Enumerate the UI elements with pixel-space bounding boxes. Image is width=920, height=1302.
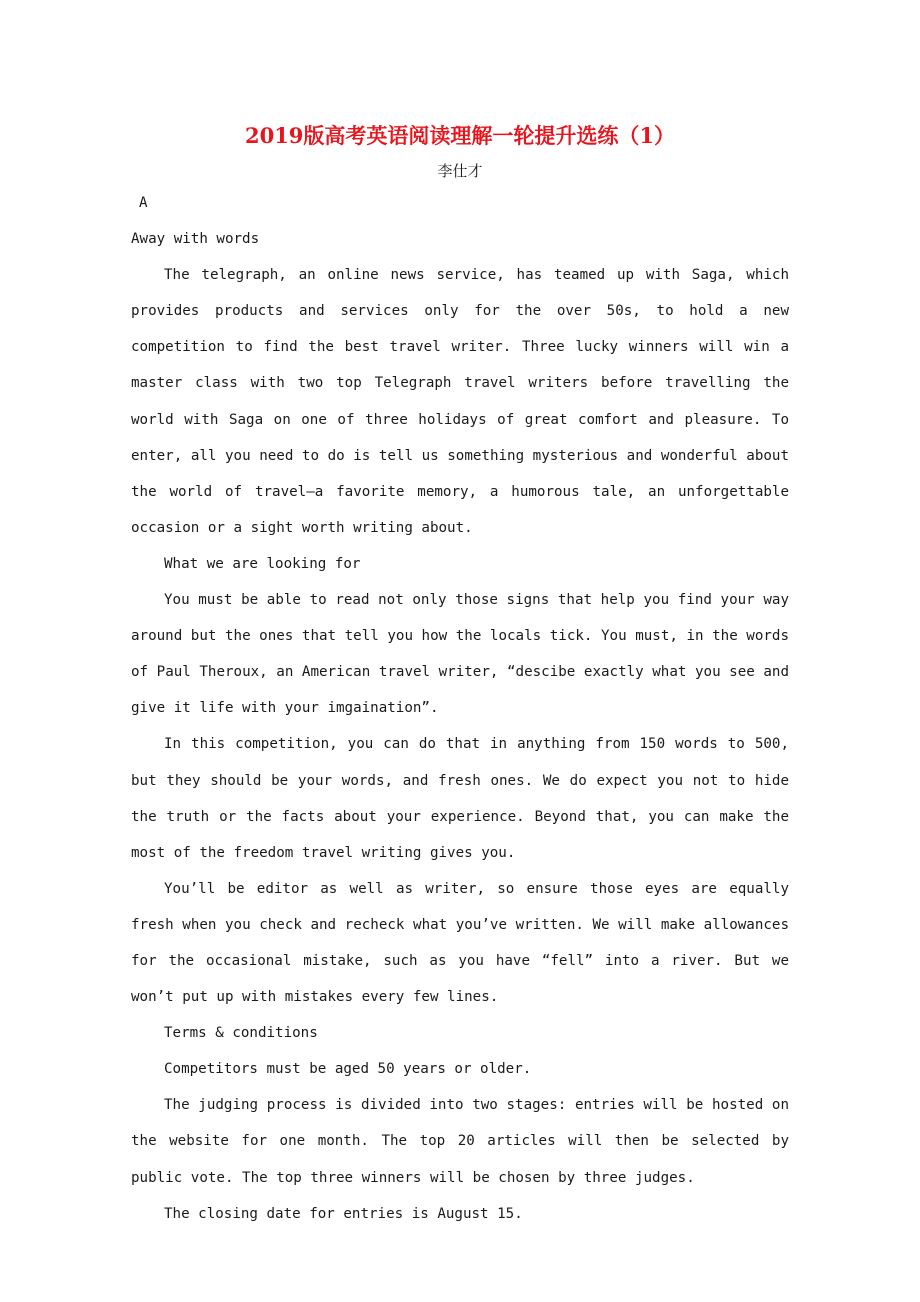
paragraph: In this competition, you can do that in anything from 150 words to 500, but they should be your words, and fresh ones. We do expect you not to hide the truth or the facts about your experience. Beyond that, you can make the most of the freedom travel writing gives you.	[131, 736, 789, 861]
section-heading-terms: Terms & conditions	[164, 1025, 318, 1042]
document-author: 李仕才	[437, 162, 483, 180]
paragraph: The telegraph, an online news service, has teamed up with Saga, which provides products and services only for the over 50s, to hold a new competition to find the best travel writer. Three lucky winners will win a master class with two top Telegraph travel writers before travelling the world with Saga on one of three holidays of great comfort and pleasure. To enter, all you need to do is tell us something mysterious and wonderful about the world of travel—a favorite memory, a humorous tale, an unforgettable occasion or a sight worth writing about.	[131, 267, 789, 536]
paragraph: The closing date for entries is August 15.	[164, 1205, 523, 1222]
document-body	[131, 185, 789, 1232]
document-title: 2019版高考英语阅读理解一轮提升选练（1）	[244, 123, 676, 148]
section-letter: A	[139, 195, 148, 211]
paragraph: You’ll be editor as well as writer, so ensure those eyes are equally fresh when you check and recheck what you’ve written. We will make allowances for the occasional mistake, such as you have “fell” into a river. But we won’t put up with mistakes every few lines.	[131, 880, 789, 1006]
section-heading-looking-for: What we are looking for	[164, 555, 361, 572]
paragraph: The judging process is divided into two stages: entries will be hosted on the website for one month. The top 20 articles will then be selected by public vote. The top three winners will be chosen by three judges.	[131, 1097, 789, 1186]
paragraph: Competitors must be aged 50 years or older.	[164, 1061, 532, 1078]
passage-title: Away with words	[131, 231, 260, 248]
paragraph: You must be able to read not only those signs that help you find your way around but the ones that tell you how the locals tick. You must, in the words of Paul Theroux, an American travel writer, “descibe exactly what you see and give it life with your imgaination”.	[131, 592, 789, 717]
